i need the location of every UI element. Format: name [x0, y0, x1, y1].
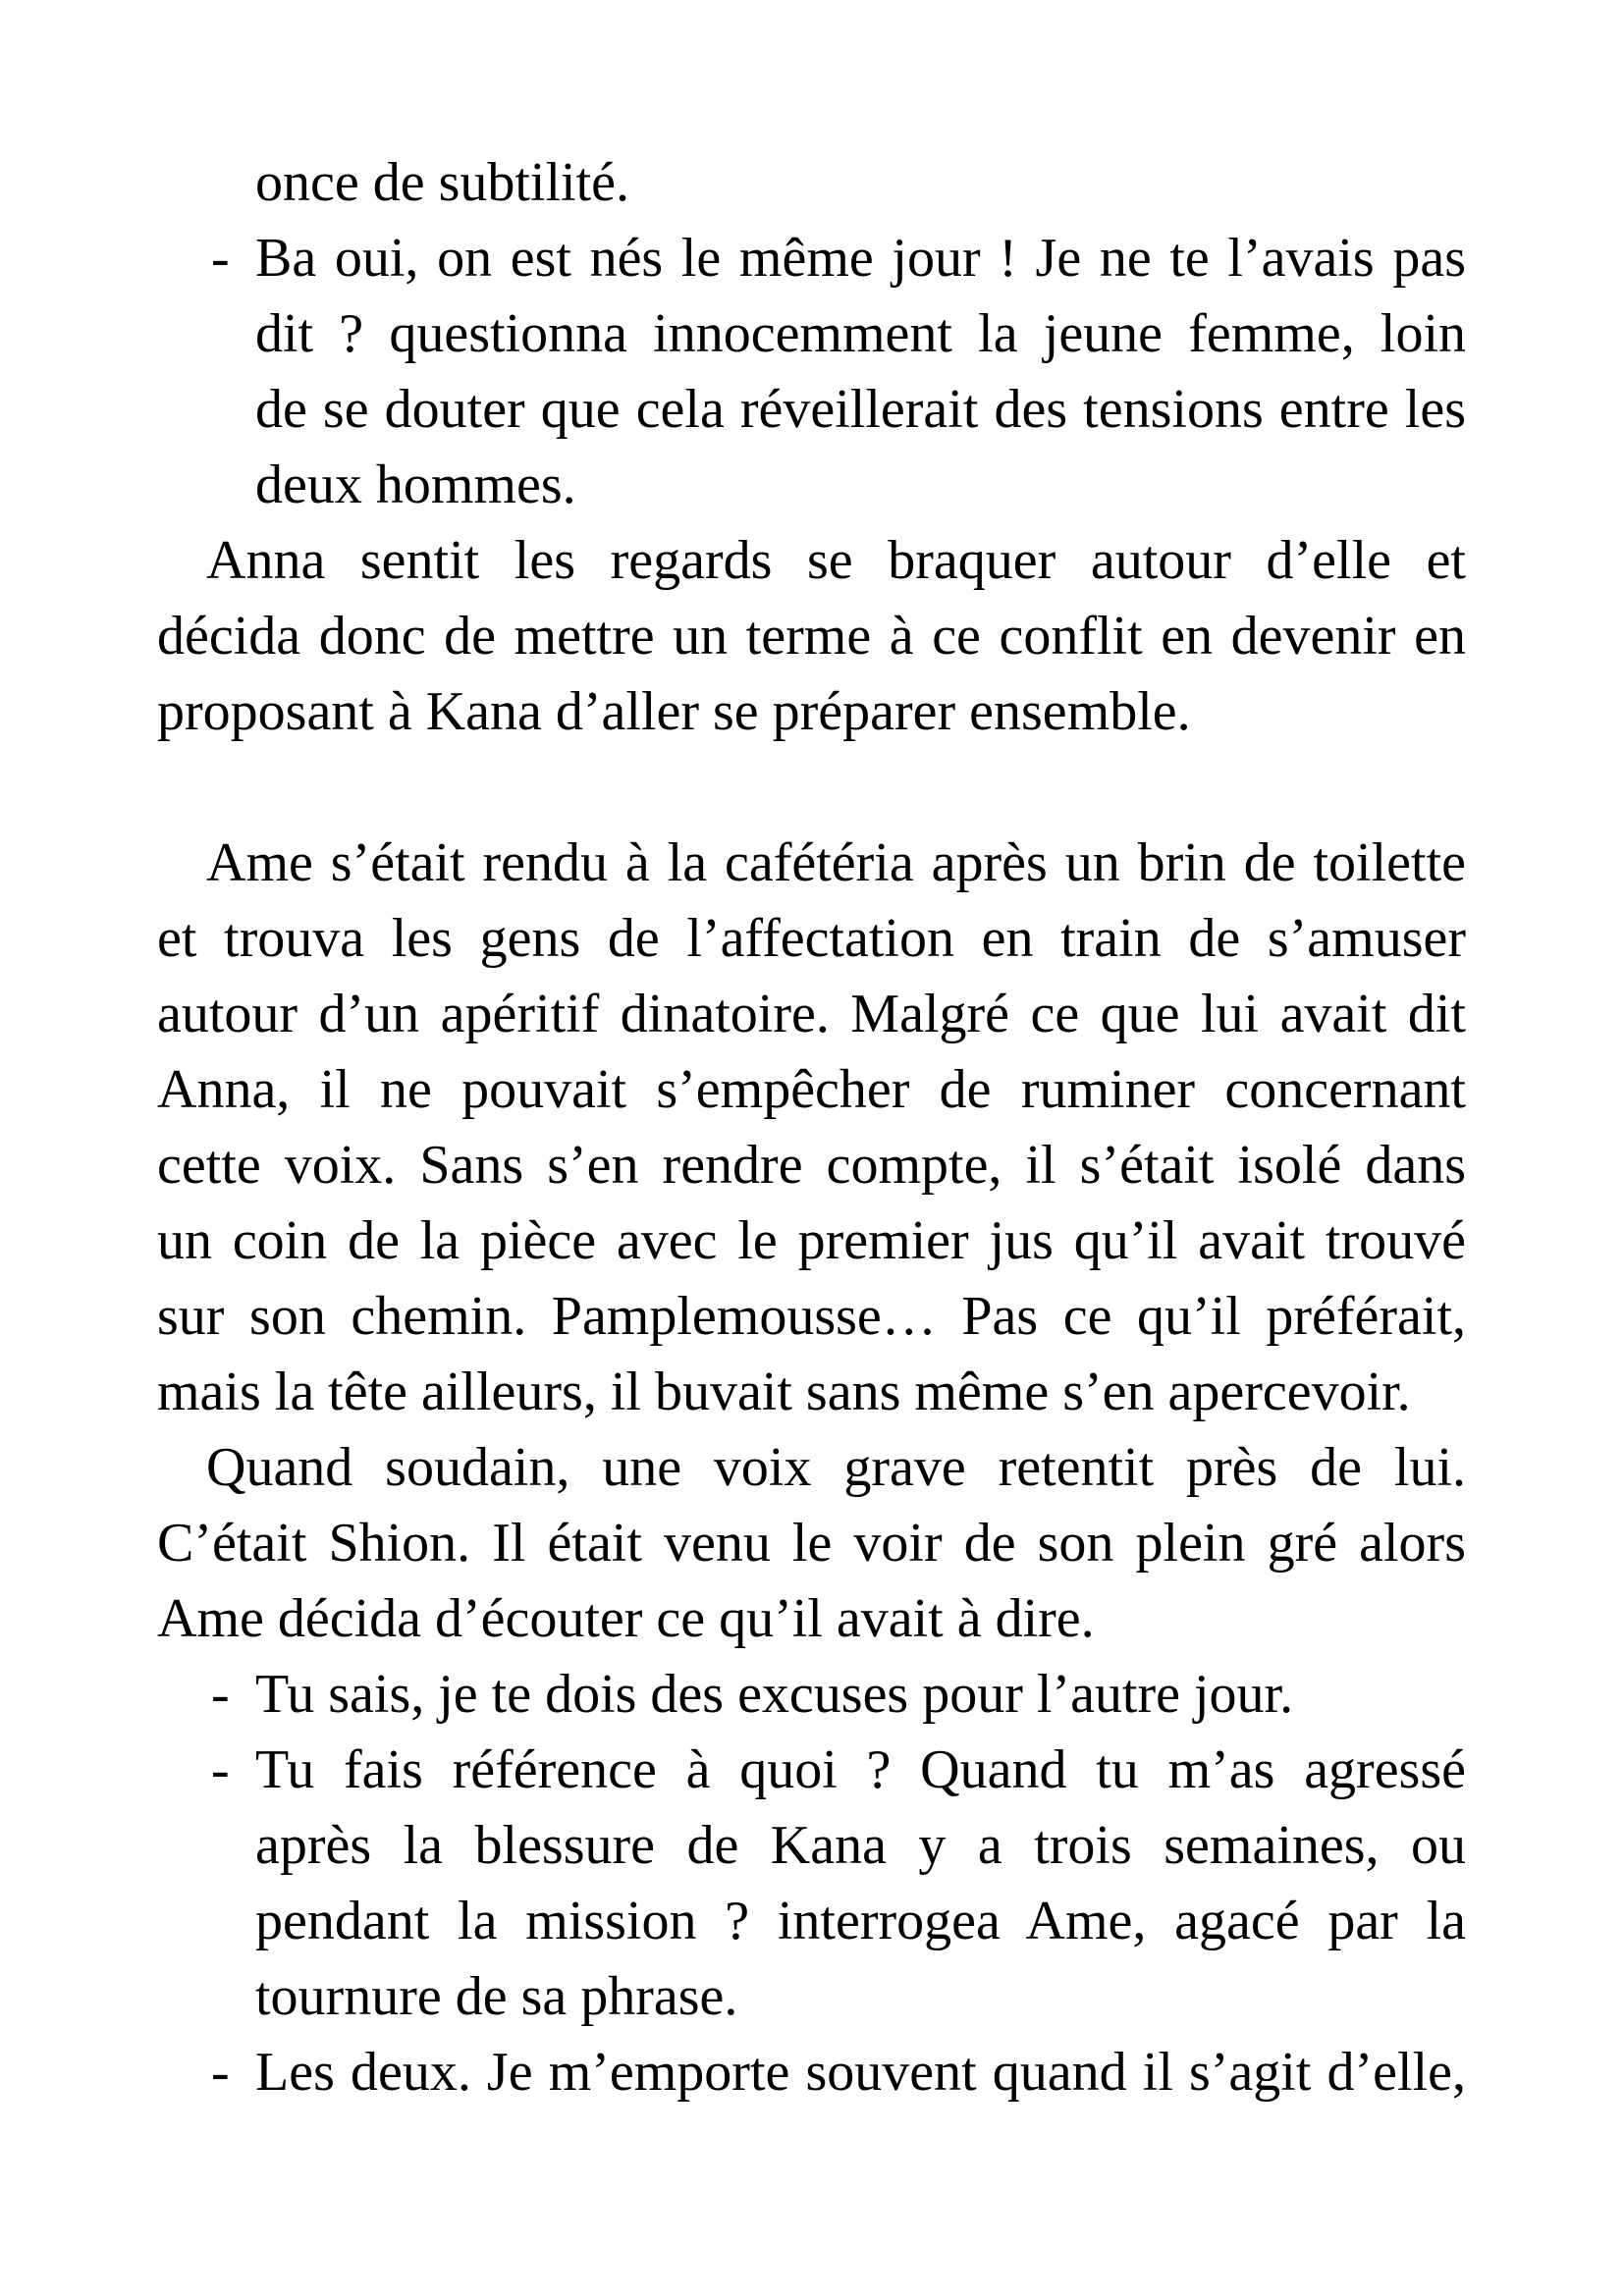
line-text: Anna, il ne pouvait s’empêcher de ruminer concernant [157, 1059, 1466, 1120]
text-line [157, 1203, 1466, 1279]
text-line [157, 448, 1466, 523]
text-line [157, 826, 1466, 901]
line-text: mais la tête ailleurs, il buvait sans même s’en apercevoir. [157, 1362, 1411, 1422]
line-text: Les deux. Je m’emporte souvent quand il s’agit d’elle, [255, 2042, 1466, 2103]
line-text: de se douter que cela réveillerait des tensions entre les [255, 379, 1466, 440]
line-text: proposant à Kana d’aller se préparer ensemble. [157, 681, 1191, 742]
line-text: Quand soudain, une voix grave retentit près de lui. [206, 1437, 1466, 1498]
line-text: Ame décida d’écouter ce qu’il avait à dire. [157, 1588, 1095, 1649]
text-line [157, 901, 1466, 977]
text-line [157, 296, 1466, 372]
line-text: après la blessure de Kana y a trois semaines, ou [255, 1815, 1466, 1876]
line-text: once de subtilité. [255, 152, 630, 213]
dash-bullet: - [211, 1664, 230, 1725]
dash-bullet: - [211, 2042, 230, 2103]
text-line [157, 674, 1466, 750]
text-line [157, 1581, 1466, 1657]
text-line [157, 1808, 1466, 1884]
line-text: et trouva les gens de l’affectation en train de s’amuser [157, 908, 1466, 969]
text-line [157, 1733, 1466, 1808]
text-line [157, 1052, 1466, 1128]
dash-bullet: - [211, 1739, 230, 1800]
text-line [157, 1430, 1466, 1506]
line-text: pendant la mission ? interrogea Ame, agacé par la [255, 1891, 1466, 1951]
line-text: Ame s’était rendu à la cafétéria après un brin de toilette [206, 832, 1466, 893]
text-line [157, 977, 1466, 1052]
text-line [157, 1355, 1466, 1430]
blank-line [157, 750, 1466, 826]
line-text: Tu sais, je te dois des excuses pour l’autre jour. [255, 1664, 1294, 1725]
text-line [157, 1959, 1466, 2035]
text-line [157, 1506, 1466, 1581]
line-text: dit ? questionna innocemment la jeune femme, loin [255, 303, 1466, 364]
text-line [157, 599, 1466, 674]
text-line [157, 1128, 1466, 1203]
line-text: tournure de sa phrase. [255, 1966, 738, 2027]
text-line [157, 2035, 1466, 2110]
text-line [157, 1279, 1466, 1355]
line-text: Ba oui, on est nés le même jour ! Je ne te l’avais pas [255, 228, 1466, 289]
text-line [157, 372, 1466, 448]
line-text: cette voix. Sans s’en rendre compte, il s’était isolé dans [157, 1135, 1466, 1196]
line-text: C’était Shion. Il était venu le voir de son plein gré alors [157, 1513, 1466, 1574]
text-line [157, 221, 1466, 296]
dash-bullet: - [211, 228, 230, 289]
page-text-block [157, 145, 1466, 2110]
line-text: sur son chemin. Pamplemousse… Pas ce qu’il préférait, [157, 1286, 1466, 1347]
text-line [157, 1657, 1466, 1733]
line-text: deux hommes. [255, 454, 576, 515]
text-line [157, 1884, 1466, 1959]
text-line [157, 145, 1466, 221]
line-text: un coin de la pièce avec le premier jus qu’il avait trouvé [157, 1210, 1466, 1271]
text-line [157, 523, 1466, 599]
line-text: autour d’un apéritif dinatoire. Malgré ce que lui avait dit [157, 984, 1466, 1044]
line-text: décida donc de mettre un terme à ce conflit en devenir en [157, 606, 1466, 667]
line-text: Anna sentit les regards se braquer autour d’elle et [206, 530, 1466, 591]
line-text: Tu fais référence à quoi ? Quand tu m’as agressé [255, 1739, 1466, 1800]
